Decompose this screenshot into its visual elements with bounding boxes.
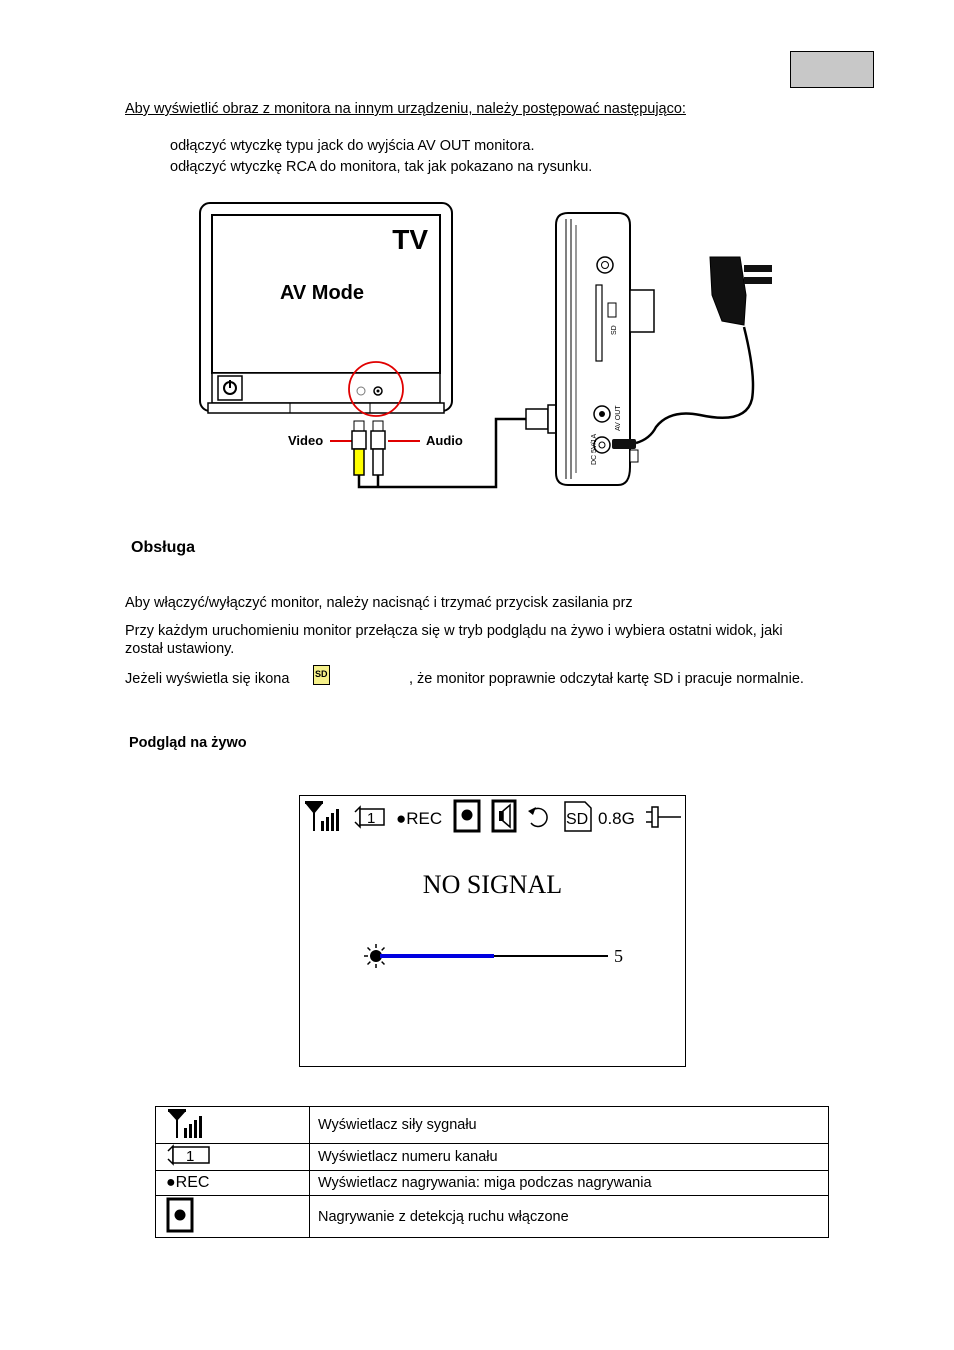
sd-slot-label: SD: [611, 325, 618, 335]
legend-channel-number: 1: [186, 1148, 195, 1165]
osd-rec-indicator: ●REC: [396, 809, 443, 828]
connection-diagram: [190, 195, 790, 495]
osd-sd-icon: [565, 802, 591, 831]
osd-sd-capacity: 0.8G: [598, 809, 635, 828]
live-view-screen: [299, 795, 686, 1067]
signal-strength-icon: [305, 801, 339, 831]
legend-icon-cell: [156, 1196, 310, 1238]
legend-desc: Wyświetlacz siły sygnału: [310, 1107, 829, 1144]
table-row: [156, 1107, 829, 1144]
av-mode-label: AV Mode: [279, 282, 365, 304]
tv-label: TV: [392, 224, 428, 255]
rca-plugs: [288, 419, 535, 487]
icon-legend-table: [155, 1106, 829, 1238]
section-title-podglad: Podgląd na żywo: [129, 735, 247, 751]
legend-desc: Nagrywanie z detekcją ruchu włączone: [310, 1196, 829, 1238]
signal-strength-icon: [166, 1107, 206, 1139]
osd-channel-number: 1: [367, 810, 376, 827]
paragraph-sd-after: , że monitor poprawnie odczytał kartę SD i pracuje normalnie.: [409, 671, 804, 687]
paragraph-startup-line1: Przy każdym uruchomieniu monitor przełącza się w tryb podglądu na żywo i wybiera ostatni widok, jaki: [125, 623, 783, 639]
tv-illustration: [200, 203, 452, 416]
channel-icon: [166, 1144, 212, 1166]
speaker-icon: [493, 801, 515, 831]
motion-detect-icon: [166, 1197, 194, 1233]
no-signal-text: NO SIGNAL: [422, 870, 563, 899]
section-title-obsluga: Obsługa: [131, 539, 196, 556]
step-2: odłączyć wtyczkę RCA do monitora, tak jak pokazano na rysunku.: [170, 159, 593, 175]
power-plug-icon: [646, 807, 681, 827]
legend-icon-cell: [156, 1107, 310, 1144]
motion-detect-icon: [455, 801, 479, 831]
sd-card-icon: SD: [313, 665, 330, 685]
table-row: [156, 1171, 829, 1196]
paragraph-power: Aby włączyć/wyłączyć monitor, należy nacisnąć i trzymać przycisk zasilania prz: [125, 595, 633, 611]
intro-text: Aby wyświetlić obraz z monitora na innym urządzeniu, należy postępować następująco:: [125, 101, 686, 117]
legend-desc: Wyświetlacz nagrywania: miga podczas nagrywania: [310, 1171, 829, 1196]
paragraph-sd-before: Jeżeli wyświetla się ikona: [125, 671, 290, 687]
brightness-value: 5: [614, 946, 623, 966]
power-adapter: [612, 257, 772, 449]
channel-icon: [355, 807, 384, 827]
legend-icon-cell: [156, 1144, 310, 1171]
step-1: odłączyć wtyczkę typu jack do wyjścia AV OUT monitora.: [170, 138, 535, 154]
monitor-side-view: [556, 213, 654, 485]
paragraph-startup-line2: został ustawiony.: [125, 641, 235, 657]
legend-desc: Wyświetlacz numeru kanału: [310, 1144, 829, 1171]
page-number-box: [790, 51, 874, 88]
dc-label: DC 5V/1A: [591, 433, 598, 465]
osd-graphics: [300, 796, 685, 1066]
av-out-label: AV OUT: [615, 405, 622, 431]
cycle-icon: [528, 807, 547, 826]
table-row: [156, 1144, 829, 1171]
audio-label: Audio: [426, 433, 463, 448]
video-label: Video: [288, 433, 324, 448]
table-row: [156, 1196, 829, 1238]
osd-sd-text: SD: [566, 811, 589, 828]
legend-rec: ●REC: [156, 1171, 310, 1196]
